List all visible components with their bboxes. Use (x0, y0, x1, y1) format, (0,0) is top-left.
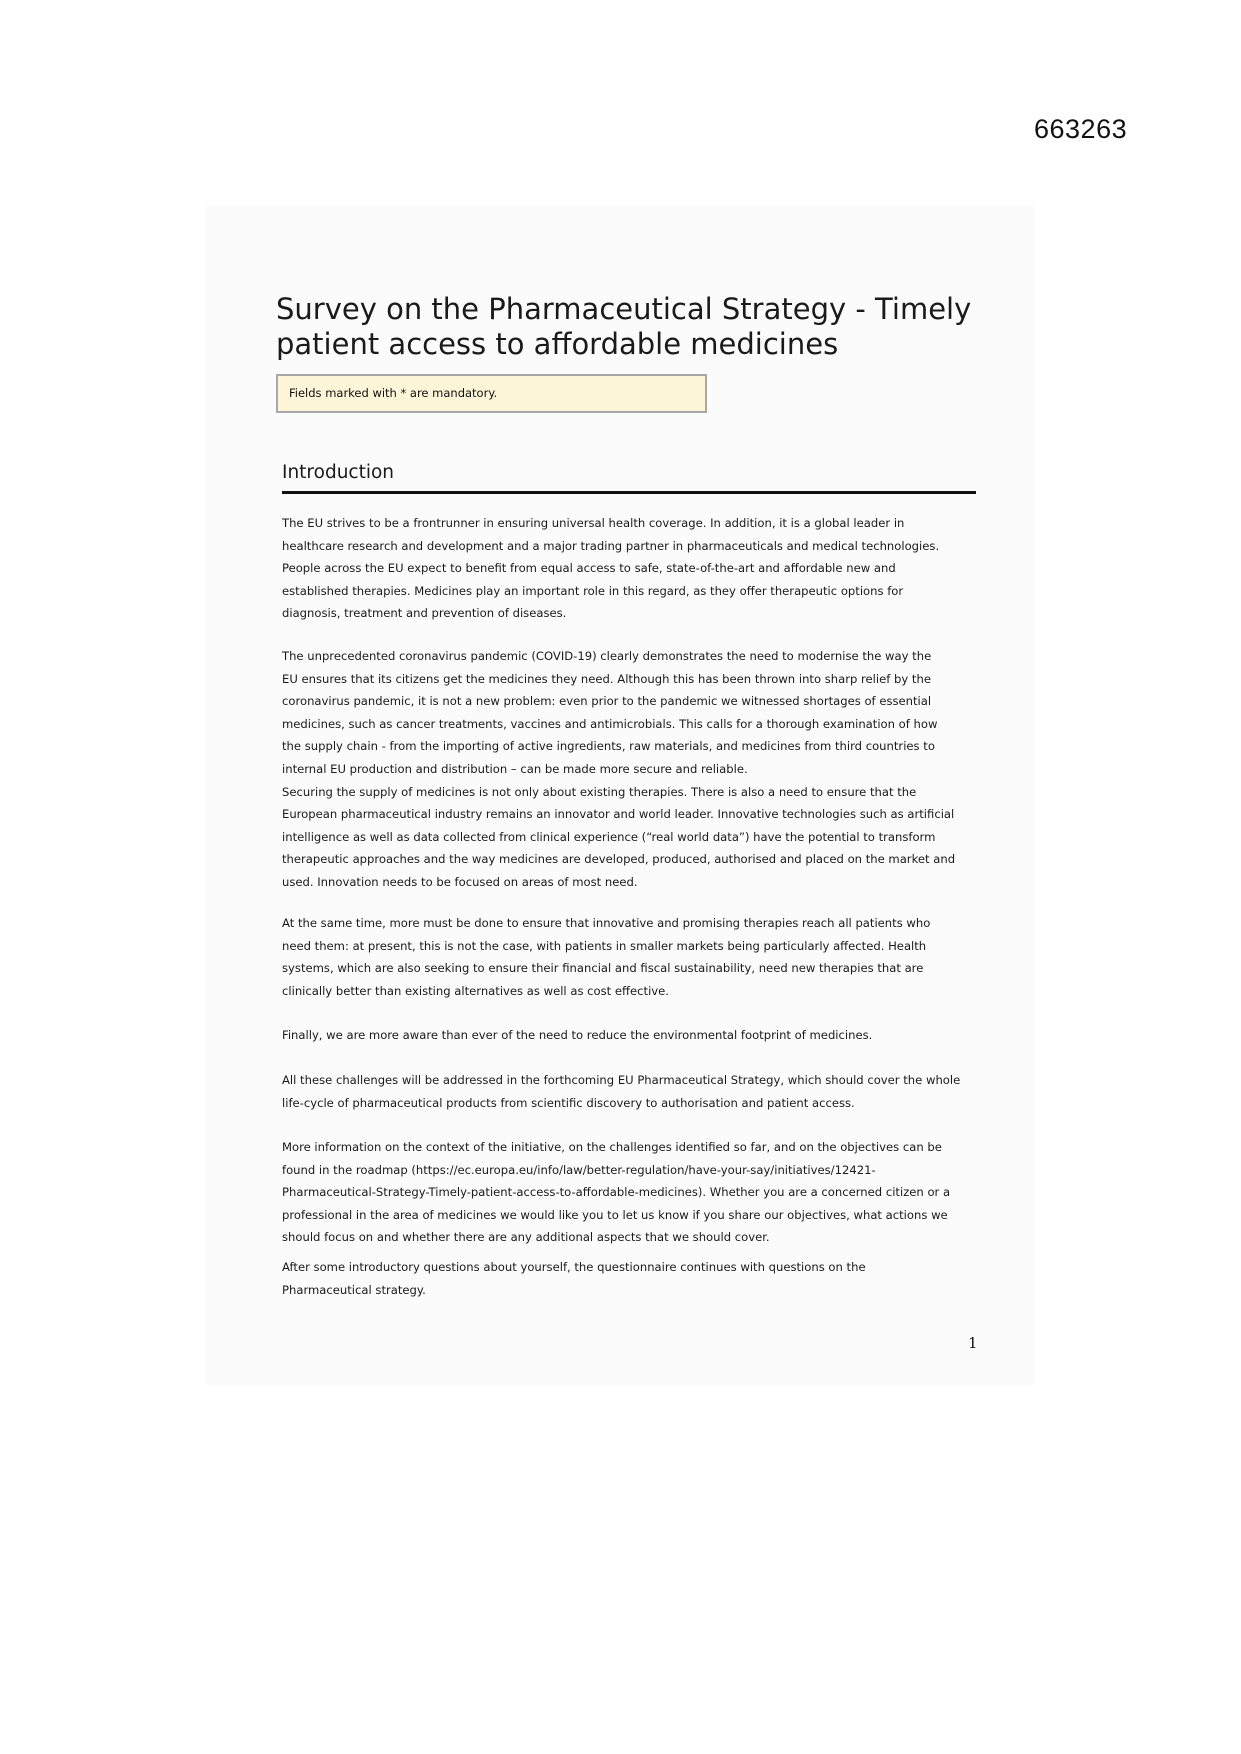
intro-paragraph-1 (282, 512, 982, 625)
paragraph-line: established therapies. Medicines play an important role in this regard, as they offer therapeutic options for (282, 583, 904, 598)
paragraph-line: medicines, such as cancer treatments, vaccines and antimicrobials. This calls for a thorough examination of how (282, 716, 938, 731)
paragraph-line: More information on the context of the initiative, on the challenges identified so far, and on the objectives can be (282, 1140, 942, 1154)
paragraph-line: need them: at present, this is not the case, with patients in smaller markets being particularly affected. Health (282, 938, 927, 953)
paragraph-line: internal EU production and distribution – can be made more secure and reliable. (282, 761, 748, 776)
document-title (276, 292, 976, 362)
page-number: 1 (968, 1334, 978, 1352)
intro-paragraph-3 (282, 912, 982, 1002)
paragraph-line: EU ensures that its citizens get the medicines they need. Although this has been thrown into sharp relief by the (282, 671, 931, 686)
paragraph-line: Pharmaceutical-Strategy-Timely-patient-access-to-affordable-medicines). Whether you are a concerned citizen or a (282, 1185, 951, 1200)
mandatory-fields-notice: Fields marked with * are mandatory. (276, 374, 707, 413)
paragraph-line: systems, which are also seeking to ensure their financial and fiscal sustainability, need new therapies that are (282, 961, 924, 976)
paragraph-line: European pharmaceutical industry remains an innovator and world leader. Innovative technologies such as artificial (282, 807, 955, 822)
intro-paragraph-5 (282, 1069, 982, 1114)
paragraph-line: All these challenges will be addressed in the forthcoming EU Pharmaceutical Strategy, which should cover the whole (282, 1073, 961, 1087)
paragraph-line: healthcare research and development and a major trading partner in pharmaceuticals and medical technologies. (282, 538, 940, 553)
paragraph-line: intelligence as well as data collected from clinical experience (“real world data”) have the potential to transform (282, 829, 936, 844)
title-line-2: patient access to affordable medicines (276, 327, 839, 361)
paragraph-line: therapeutic approaches and the way medicines are developed, produced, authorised and placed on the market and (282, 852, 956, 867)
paragraph-line: At the same time, more must be done to ensure that innovative and promising therapies reach all patients who (282, 916, 931, 930)
paragraph-line: After some introductory questions about yourself, the questionnaire continues with questions on the (282, 1260, 866, 1274)
paragraph-line: People across the EU expect to benefit from equal access to safe, state-of-the-art and affordable new and (282, 561, 896, 576)
paragraph-line: diagnosis, treatment and prevention of diseases. (282, 606, 567, 621)
paragraph-line: life-cycle of pharmaceutical products from scientific discovery to authorisation and patient access. (282, 1095, 855, 1110)
paragraph-line: coronavirus pandemic, it is not a new problem: even prior to the pandemic we witnessed shortages of essential (282, 694, 932, 709)
title-line-1: Survey on the Pharmaceutical Strategy - Timely (276, 292, 972, 326)
paragraph-line: The EU strives to be a frontrunner in ensuring universal health coverage. In addition, it is a global leader in (282, 516, 905, 530)
paragraph-line: Pharmaceutical strategy. (282, 1282, 426, 1297)
intro-paragraph-4 (282, 1024, 982, 1047)
document-number: 663263 (1034, 114, 1128, 144)
intro-paragraph-6 (282, 1136, 982, 1249)
paragraph-line: professional in the area of medicines we would like you to let us know if you share our objectives, what actions we (282, 1207, 948, 1222)
intro-paragraph-7 (282, 1256, 982, 1301)
paragraph-line: The unprecedented coronavirus pandemic (COVID-19) clearly demonstrates the need to modernise the way the (282, 649, 932, 663)
paragraph-line: Securing the supply of medicines is not only about existing therapies. There is also a need to ensure that the (282, 784, 917, 799)
intro-paragraph-2 (282, 645, 982, 894)
paragraph-line: the supply chain - from the importing of active ingredients, raw materials, and medicines from third countries to (282, 739, 935, 754)
paragraph-line: clinically better than existing alternatives as well as cost effective. (282, 983, 669, 998)
paragraph-line: used. Innovation needs to be focused on areas of most need. (282, 874, 638, 889)
section-heading-introduction: Introduction (282, 461, 976, 494)
paragraph-line: found in the roadmap (https://ec.europa.eu/info/law/better-regulation/have-your-say/initiatives/12421- (282, 1162, 876, 1177)
paragraph-line: Finally, we are more aware than ever of the need to reduce the environmental footprint of medicines. (282, 1028, 873, 1042)
paragraph-line: should focus on and whether there are any additional aspects that we should cover. (282, 1230, 770, 1245)
